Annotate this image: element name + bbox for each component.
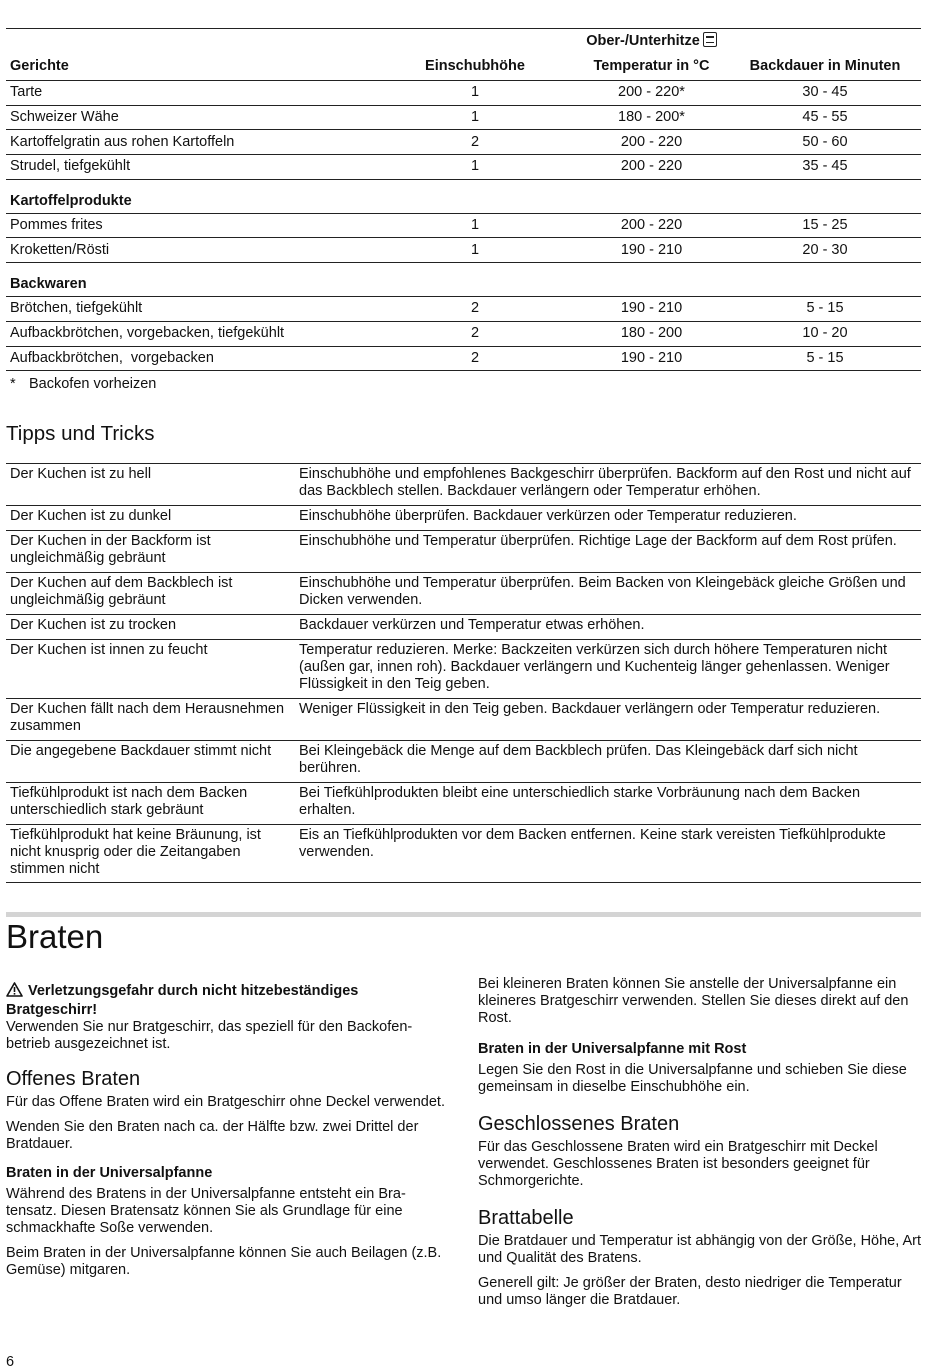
paragraph: Wenden Sie den Braten nach ca. der Hälfte bzw. zwei Drittel der Bratdauer. (6, 1119, 419, 1152)
column-header: Temperatur in °C (574, 54, 729, 81)
solution-text: Einschubhöhe und empfohlenes Backgeschirr überprüfen. Backform auf den Rost und nicht auf das Backblech stellen. Backdauer verlängern oder Temperatur erhöhen. (295, 464, 921, 506)
temperature: 180 - 200 (574, 321, 729, 346)
table-row (6, 105, 921, 130)
shelf-level: 1 (376, 81, 574, 106)
left-column (6, 982, 451, 1287)
shelf-level: 2 (376, 130, 574, 155)
footnote-mark: * (10, 376, 16, 392)
page-number: 6 (6, 1354, 15, 1370)
dish-name: Kartoffelgratin aus rohen Kartoffeln (6, 130, 376, 155)
baking-table (6, 28, 921, 371)
baking-time: 5 - 15 (729, 346, 921, 371)
warning-title-text: Verletzungsgefahr durch nicht hitzebeständiges Bratgeschirr! (6, 983, 359, 1018)
right-column (478, 976, 923, 1317)
table-row (6, 213, 921, 238)
table-row (6, 130, 921, 155)
solution-text: Backdauer verkürzen und Temperatur etwas erhöhen. (295, 615, 921, 640)
baking-time: 35 - 45 (729, 155, 921, 180)
temperature: 190 - 210 (574, 297, 729, 322)
temperature: 190 - 210 (574, 346, 729, 371)
shelf-level: 1 (376, 105, 574, 130)
shelf-level: 2 (376, 321, 574, 346)
tips-row (6, 699, 921, 741)
solution-text: Einschubhöhe und Temperatur überprüfen. Beim Backen von Kleingebäck gleiche Größen und Dicken verwenden. (295, 573, 921, 615)
tips-row (6, 531, 921, 573)
shelf-level: 2 (376, 346, 574, 371)
column-header: Backdauer in Minuten (729, 54, 921, 81)
baking-time: 15 - 25 (729, 213, 921, 238)
group-label: Kartoffelprodukte (6, 179, 921, 213)
dish-name: Schweizer Wähe (6, 105, 376, 130)
section-divider (6, 912, 921, 917)
tips-table (6, 463, 921, 883)
problem-text: Tiefkühlprodukt hat keine Bräunung, ist nicht knusprig oder die Zeitangaben stimmen nicht (10, 827, 261, 877)
tips-row (6, 640, 921, 699)
tips-row (6, 741, 921, 783)
solution-text: Bei Tiefkühlprodukten bleibt eine unterschiedlich starke Vorbräunung nach dem Backen erhalten. (295, 783, 921, 825)
shelf-level: 1 (376, 213, 574, 238)
problem-text: Der Kuchen ist zu hell (6, 464, 295, 506)
problem-text: Der Kuchen auf dem Backblech ist ungleichmäßig gebräunt (6, 573, 295, 615)
table-footnote (10, 376, 156, 393)
problem-text: Der Kuchen ist innen zu feucht (6, 640, 295, 699)
shelf-level: 1 (376, 238, 574, 263)
heat-mode-header: Ober-/Unterhitze (574, 29, 729, 54)
table-row (6, 297, 921, 322)
solution-text: Temperatur reduzieren. Merke: Backzeiten verkürzen sich durch höhere Temperaturen nicht (außen gar, innen roh). Backdauer verlängern und Kuchenteig länger gehenlassen. Weniger Flüssigkeit in den Teig geben. (295, 640, 921, 699)
subsection-heading: Brattabelle (478, 1207, 574, 1229)
problem-text: Der Kuchen ist zu trocken (6, 615, 295, 640)
problem-text: Der Kuchen ist zu dunkel (6, 506, 295, 531)
oven-top-bottom-heat-icon (703, 32, 717, 47)
paragraph: Für das Geschlossene Braten wird ein Bratgeschirr mit Deckel verwendet. Geschlossenes Braten ist besonders geeignet für Schmorgerichte. (478, 1139, 878, 1189)
tips-row (6, 464, 921, 506)
problem-text: Der Kuchen in der Backform ist ungleichmäßig gebräunt (6, 531, 295, 573)
temperature: 200 - 220 (574, 155, 729, 180)
subsection-heading: Offenes Braten (6, 1068, 141, 1090)
section-title: Braten (6, 918, 104, 955)
dish-name: Kroketten/Rösti (6, 238, 376, 263)
warning-triangle-icon (6, 982, 23, 1002)
tips-row (6, 783, 921, 825)
solution-text: Eis an Tiefkühlprodukten vor dem Backen entfernen. Keine stark vereisten Tiefkühlprodukte verwenden. (299, 827, 886, 860)
baking-time: 30 - 45 (729, 81, 921, 106)
dish-name: Pommes frites (6, 213, 376, 238)
paragraph: Für das Offene Braten wird ein Bratgeschirr ohne Deckel verwendet. (6, 1094, 445, 1110)
paragraph: Beim Braten in der Universalpfanne können Sie auch Beilagen (z.B. Gemüse) mitgaren. (6, 1245, 442, 1278)
shelf-level: 1 (376, 155, 574, 180)
baking-time: 50 - 60 (729, 130, 921, 155)
solution-text: Weniger Flüssigkeit in den Teig geben. Backdauer verlängern oder Temperatur reduzieren. (295, 699, 921, 741)
warning-text: Verwenden Sie nur Bratgeschirr, das speziell für den Backofenbetrieb ausgezeichnet ist. (6, 1019, 413, 1052)
table-row (6, 81, 921, 106)
table-group-row (6, 263, 921, 297)
paragraph: Während des Bratens in der Universalpfanne entsteht ein Bratensatz. Diesen Bratensatz können Sie als Grundlage für eine schmackhafte Soße verwenden. (6, 1186, 406, 1236)
footnote-text: Backofen vorheizen (29, 376, 157, 392)
table-row (6, 238, 921, 263)
table-group-header-row (6, 29, 921, 54)
subsection-subheading: Braten in der Universalpfanne (6, 1165, 213, 1181)
dish-name: Aufbackbrötchen, vorgebacken (6, 346, 376, 371)
tips-row (6, 615, 921, 640)
temperature: 190 - 210 (574, 238, 729, 263)
dish-name: Strudel, tiefgekühlt (6, 155, 376, 180)
temperature: 180 - 200* (574, 105, 729, 130)
subsection-subheading: Braten in der Universalpfanne mit Rost (478, 1041, 747, 1057)
problem-text: Tiefkühlprodukt ist nach dem Backen unterschiedlich stark gebräunt (6, 783, 295, 825)
temperature: 200 - 220 (574, 213, 729, 238)
paragraph: Generell gilt: Je größer der Braten, desto niedriger die Temperatur und umso länger die Bratdauer. (478, 1275, 902, 1308)
dish-name: Brötchen, tiefgekühlt (6, 297, 376, 322)
solution-text: Einschubhöhe überprüfen. Backdauer verkürzen oder Temperatur reduzieren. (295, 506, 921, 531)
shelf-level: 2 (376, 297, 574, 322)
column-header: Gerichte (6, 54, 376, 81)
baking-time: 5 - 15 (729, 297, 921, 322)
tips-row (6, 825, 921, 883)
problem-text: Der Kuchen fällt nach dem Herausnehmen zusammen (6, 699, 295, 741)
subsection-heading: Geschlossenes Braten (478, 1113, 680, 1135)
tips-heading: Tipps und Tricks (6, 422, 155, 445)
table-header-row (6, 54, 921, 81)
solution-text: Einschubhöhe und Temperatur überprüfen. Richtige Lage der Backform auf dem Rost prüfen. (295, 531, 921, 573)
table-row (6, 346, 921, 371)
table-group-row (6, 179, 921, 213)
solution-text: Bei Kleingebäck die Menge auf dem Backblech prüfen. Das Kleingebäck darf sich nicht berühren. (295, 741, 921, 783)
tips-row (6, 506, 921, 531)
group-label: Backwaren (6, 263, 921, 297)
baking-time: 45 - 55 (729, 105, 921, 130)
table-row (6, 321, 921, 346)
paragraph: Die Bratdauer und Temperatur ist abhängig von der Größe, Höhe, Art und Qualität des Bratens. (478, 1233, 922, 1266)
table-row (6, 155, 921, 180)
dish-name: Tarte (6, 81, 376, 106)
baking-time: 10 - 20 (729, 321, 921, 346)
paragraph: Legen Sie den Rost in die Universalpfanne und schieben Sie diese gemeinsam in dieselbe Einschubhöhe ein. (478, 1062, 907, 1095)
temperature: 200 - 220* (574, 81, 729, 106)
baking-time: 20 - 30 (729, 238, 921, 263)
column-header: Einschubhöhe (376, 54, 574, 81)
problem-text: Die angegebene Backdauer stimmt nicht (6, 741, 295, 783)
tips-row (6, 573, 921, 615)
temperature: 200 - 220 (574, 130, 729, 155)
paragraph: Bei kleineren Braten können Sie anstelle der Universalpfanne ein kleineres Bratgeschirr verwenden. Stellen Sie dieses direkt auf den Rost. (478, 976, 909, 1026)
dish-name: Aufbackbrötchen, vorgebacken, tiefgekühlt (6, 321, 376, 346)
warning-title (6, 982, 451, 1019)
